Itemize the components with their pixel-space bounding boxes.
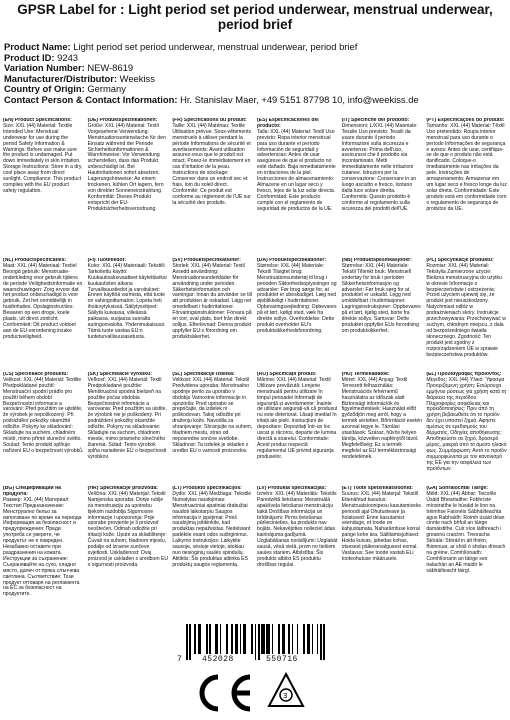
- barcode-left-digits: 452028: [202, 655, 234, 664]
- spec-body: Veľkosť: XXL (44) Materiál: Textil Predpokladané použitie: Menštruačná spodná bielizeň na použitie počas obdobia Bezpečnostné informácie a varovania: Pred použitím sa uistite, že výrobok nie je poškodený. Pri podráždení pokožky okamžite odložte. Pokyny na skladovanie: Skladujte na suchom, chladnom mieste, mimo priameho slnečného žiarenia. Súlad: Tento výrobok spĺňa nariadenie EÚ o bezpečnosti výrobkov.: [87, 376, 167, 460]
- spec-block: [425, 372, 508, 482]
- spec-block: [87, 258, 170, 368]
- spec-block: [87, 118, 170, 254]
- spec-block: [425, 258, 508, 368]
- spec-heading: (FR) Spécifications du produit:: [172, 118, 247, 123]
- spec-body: Storlek: XXL (44) Material: Textil Avsedd användning: Menstruationsunderkläder för användning under perioden Säkerhetsinformation och varningar: Innan du använder se till att produkten är oskadad. Lägg ner omedelbart i hudirritationer. Förvaringsinstruktioner: Förvara på en torr, sval plats, bort från direkt solljus. Efterlevnad: Denna produkt uppfyller EU:s förordning om produktsäkerhet.: [172, 262, 252, 340]
- spec-block: [341, 258, 424, 368]
- spec-block: [256, 258, 339, 368]
- spec-heading: (DE) Produktspezifikationen:: [87, 118, 158, 123]
- spec-block: [2, 258, 85, 368]
- spec-heading: (EL) Προδιαγραφές προϊόντος:: [426, 372, 502, 377]
- spec-body: Dydis: XXL (44) Medžiaga: Tekstilė Numatytas naudojimas: Menstruaciniai apatiniai drabužiai naudoti laikotarpiu Saugos informacija ir įspėjimai: Prieš naudojimą įsitikinkite, kad produktas nepažeistas. Nedelsiant padėkite esant odos sudirginimui. Laikymo instrukcijos: Laikykite sausoje, vėsioje vietoje, atokiau nuo tiesioginių saulės spindulių. Atitiktis: Šis produktas atitinka ES produktų saugos reglamentą.: [172, 490, 252, 568]
- spec-heading: (SV) Produktspecifikationer:: [172, 258, 241, 263]
- field-label: Variation Number:: [4, 63, 85, 74]
- field-product-id: [4, 53, 506, 64]
- spec-block: [256, 118, 339, 254]
- spec-body: Talla: XXL (44) Material: Textil Uso previsto: Ropa interior menstrual para uso durante el período Información de seguridad y advertencias: Antes de usar asegúrese de que el producto no esté dañado. Baja inmediatamente en irritaciones de la piel. Instrucciones de almacenamiento: Almacene en un lugar seco y fresco, lejos de la luz solar directa. Conformidad: Este producto cumple con el reglamento de seguridad de productos de la UE.: [256, 128, 336, 212]
- spec-block: [87, 372, 170, 482]
- barcode-lead-digit: 7: [177, 655, 182, 664]
- svg-text:3: 3: [283, 692, 288, 700]
- spec-block: [2, 486, 85, 612]
- ean-barcode: [177, 624, 326, 664]
- product-header-fields: [4, 42, 506, 106]
- spec-heading: (ET) Toote spetsifikatsioonid:: [341, 486, 413, 491]
- spec-block: [341, 118, 424, 254]
- spec-body: Méret: XXL (44) Anyag: Textil Tervezett felhasználás: Menstruációs fehérnemű használatra az időszak alatt Biztonsági információk és figyelmeztetések: Használat előtt győződjön meg arról, hogy a termék sértetlen. Bőrirritáció esetén azonnal tegye le. Tárolási utasítások: Száraz, hűvös helyen tárolja, közvetlen napfénytől távol. Megfelelőség: Ez a termék megfelel az EU termékbiztonsági rendeletének.: [341, 376, 423, 460]
- spec-heading: (LV) Produkta specifikācijas:: [256, 486, 327, 491]
- spec-block: [171, 118, 254, 254]
- spec-body: Размер: XXL (44) Материал: Текстил Предназначение: Менструално бельо за използване по време на периода Информация за безопасност и предупреждения: Преди употреба се уверете, че продуктът не е повреден. Незабавно оставете при раздразнения на кожата. Инструкции за съхранение: Съхранявайте на сухо, хладно място, далеч от пряка слънчева светлина. Съответствие: Този продукт отговаря на регламента на ЕС за безопасност на продуктите.: [3, 496, 82, 598]
- spec-block: [425, 118, 508, 254]
- field-value: Hr. Stanislav Maer, +49 5151 87798 10, info@weekiss.de: [180, 94, 419, 105]
- spec-body: Dimensioni: L/XXL (44) Materiale: Tessile Uso previsto: Tessili da usare durante il periodo Informazioni sulla sicurezza e avvertenze: Prima dell'uso, assicurarsi che il prodotto sia incontaminato. Metti immediatamente nelle irritazioni cutanee. Istruzioni per la conservazione: Conservare in un luogo asciutto e fresco, lontano dalla luce solare diretta. Conformità: Questo prodotto è conforme al regolamento sulla sicurezza dei prodotti dell'UE.: [341, 122, 418, 212]
- spec-heading: (LT) Produkto specifikacijos:: [172, 486, 242, 491]
- spec-body: Koko: XXL (44) Materiaali: Tekstiili Tarkoitettu käyttö: Kuukautisalusvaatteet käytettäviksi kuukautisten aikana Turvallisuustiedot ja varoitukset: Ennen käyttöä varmista, että tuote on vahingoittumaton. Lopeta heti ihoärsytyksissä. Säilytysohjeet: Säilytä kuivassa, viileässä paikassa, suojassa suoralta auringonvalolta. Yhdenmukaisuus: Tämä tuote vastaa EU:n tuoteturvallisuusasetusta.: [87, 262, 167, 340]
- compliance-marks: [190, 670, 306, 716]
- field-value: 9243: [57, 52, 78, 63]
- spec-body: Μέγεθος: XXL (44) Υλικό: Ύφασμα Προοριζόμενη χρήση: Εσώρουχα εμμήνου ρύσεως για χρήση κατά τη διάρκεια της περιόδου Πληροφορίες ασφάλειας και προειδοποιήσεις: Πριν από τη χρήση βεβαιωθείτε ότι το προϊόν δεν έχει υποστεί ζημιά. Αφήστε αμέσως σε ερεθισμούς του δέρματος. Οδηγίες αποθήκευσης: Αποθηκεύστε σε ξηρό, δροσερό μέρος, μακριά από το άμεσο ηλιακό φως. Συμμόρφωση: Αυτό το προϊόν συμμορφώνεται με τον κανονισμό της ΕΕ για την ασφάλεια των προϊόντων.: [426, 376, 507, 472]
- spec-heading: (EN) Product Specifications:: [3, 118, 72, 123]
- spec-block: [87, 486, 170, 612]
- spec-body: Izmērs: XXL (44) Materiāls: Tekstils Paredzētā lietošana: Menstruālā apakšveļa lietošanai menstruāciju laikā Drošības informācija un brīdinājumi: Pirms lietošanas pārliecinieties, ka produkts nav bojāts. Nekavējoties nolieciet ādas kairinājuma gadījumā. Uzglabāšanas norādījumi: Uzglabāt sausā, vēsā vietā, prom no tiešiem saules stariem. Atbilstība: Šis produkts atbilst ES produktu drošības regulai.: [256, 490, 338, 568]
- specification-grid: [2, 118, 508, 612]
- spec-body: Taille: XXL (44) Matériau: Textile Utilisation prévue: Sous-vêtements menstruels à utiliser pendant la période Informations de sécurité et avertissements: Avant utilisation assurez-vous que le produit est intact. Posez-le immédiatement en cas d'irritation de la peau. Instructions de stockage: Conserver dans un endroit sec et frais, loin du soleil direct. Conformité: Ce produit est conforme au règlement de l'UE sur la sécurité des produits.: [172, 122, 252, 206]
- field-contact: [4, 95, 506, 106]
- spec-heading: (FI) Tuotetiedot:: [87, 258, 127, 263]
- barcode-digits: [177, 655, 326, 665]
- spec-body: Tamanho: XXL (44) Material: Têxtil Uso pretendido: Roupa interior menstrual para uso durante o período Informações de segurança e avisos: Antes de usar, certifique-se de que o produto não está danificado. Coloque-o imediatamente nas irritações da pele. Instruções de armazenamento: Armazenar em um lugar seco e fresco longe da luz solar direta. Conformidade: Este produto está em conformidade com o regulamento de segurança de produtos da UE.: [426, 122, 507, 212]
- spec-block: [171, 486, 254, 612]
- field-product-name: [4, 42, 506, 53]
- label-title: GPSR Label for : Light period set period underwear, menstrual underwear, period brief: [17, 2, 493, 32]
- spec-heading: (PL) Specyfikacje produktu:: [426, 258, 494, 263]
- spec-heading: (GA) Sonraíochtaí Táirge:: [426, 486, 489, 491]
- spec-heading: (IT) Specifiche del prodotto:: [341, 118, 410, 123]
- spec-heading: (ES) Especificaciones del producto:: [256, 118, 319, 129]
- spec-block: [256, 486, 339, 612]
- spec-block: [341, 372, 424, 482]
- recycling-triangle-icon: [266, 670, 306, 716]
- spec-body: Veličina: XXL (44) Materijal: Tekstil Namjenska uporaba: Donje rublje za menstruaciju za upotrebu tijekom razdoblja Sigurnosne informacije i upozorenja: Prije uporabe provjerite je li proizvod neoštećen. Odmah odložite pri iritaciji kože. Upute za skladištenje: Čuvati na suhom, hladnom mjestu, podalje od izravne sunčeve svjetlosti. Usklađenost: Ovaj proizvod je usklađen s uredbom EU o sigurnosti proizvoda.: [87, 490, 169, 568]
- field-value: Light period set period underwear, menstrual underwear, period brief: [73, 42, 358, 52]
- spec-body: Suurus: XXL (44) Materjal: Tekstiil Ettenähtud kasutus: Menstruatsioonipesu kasutamiseks perioodi ajal Ohutusteave ja hoiatused: Enne kasutamist veenduge, et toode on kahjustamata. Naharärrituse korral pange kohe ära. Säilitamisjuhised: Hoida kuivas, jahedas kohas, otsesest päikesevalgusest eemal. Vastavus: See toode vastab ELi tooteohutuse määrusele.: [341, 490, 421, 562]
- spec-heading: (RO) Specificații produs:: [256, 372, 317, 377]
- label-footer: [0, 620, 510, 720]
- spec-heading: (DA) Produktspecifikationer:: [256, 258, 327, 263]
- spec-body: Größe: XXL (44) Material: Textil Vorgesehene Verwendung: Menstruationsunterwäsche für den Einsatz während der Periode Sicherheitsinformationen & Warnhinweise: Vor Verwendung sicherstellen, dass das Produkt unbeschädigt ist. Bei Hautirritationen sofort absetzen. Lagerungshinweise: An einem trockenen, kühlen Ort lagern, fern von direkter Sonneneinstrahlung. Konformität: Dieses Produkt entspricht der EU-Produktsicherheitsverordnung.: [87, 122, 166, 212]
- spec-block: [2, 118, 85, 254]
- spec-body: Velikost: XXL (44) Material: Tekstil Predvidena uporaba: Menstrualno spodnje perilo za uporabo v obdobju Varnostne informacije in opozorila: Pred uporabo se prepričajte, da izdelek ni poškodovan. Takoj odložite pri draženju kože. Navodila za shranjevanje: Shranjujte na suhem, hladnem mestu, stran od neposredne sončne svetlobe. Skladnost: Ta izdelek je skladen z uredbo EU o varnosti proizvodov.: [172, 376, 253, 454]
- spec-heading: (NB) Produktspesifikasjoner:: [341, 258, 412, 263]
- spec-heading: (BG) Спецификации на продукта:: [3, 486, 61, 497]
- spec-body: Size: XXL (44) Material: Textile Intended Use: Menstrual underwear for use during the period Safety Information & Warnings: Before use make sure the product is undamaged. Put down immediately in skin irritation. Storage Instructions: Store in a dry, cool place away from direct sunlight. Compliance: This product complies with the EU product safety regulation.: [3, 122, 83, 194]
- spec-block: [2, 372, 85, 482]
- field-label: Manufacturer/Distributor:: [4, 73, 118, 84]
- spec-heading: (NL) Productspecificaties:: [3, 258, 67, 263]
- spec-body: Størrelse: XXL (44) Materiale: Tekstil Tilsigtet brug: Menstruationsundertøj til brug i perioden Sikkerhedsoplysninger og advarsler: Før brug sørge for, at produktet er ubeskadiget. Læg ned øjeblikkeligt i hudirritationer. Opbevaringsvejledning: Opbevares på et tørt, køligt sted, væk fra direkte sollys. Overholdelse: Dette produkt overholder EU's produktsikkerhedsforordning.: [256, 262, 337, 334]
- spec-heading: (SK) Špecifikácie výrobku:: [87, 372, 152, 377]
- field-country-of-origin: [4, 84, 506, 95]
- spec-body: Mărime: XXL (44) Material: Textil Utilizare prevăzută: Lenjerie menstruală pentru utilizare în timpul perioadei Informații de siguranță și avertismente: Înainte de utilizare asigurați-vă că produsul nu este deteriorat. Lăsați imediat în iritații ale pielii. Instrucțiuni de depozitare: Depozitați într-un loc uscat și răcoros, departe de lumina directă a soarelui. Conformitate: Acest produs respectă regulamentul UE privind siguranța produselor.: [256, 376, 338, 460]
- ce-mark-icon: [190, 671, 256, 715]
- spec-body: Maat: XXL (44) Materiaal: Textiel Beoogd gebruik: Menstruatie-onderkleding voor gebruik tijdens de periode Veiligheidsinformatie en waarschuwingen: Zorg ervoor dat het product onbeschadigd is voor gebruik. Zet het onmiddellijk in huidirritaties. Opslaginstructies: Bewaren op een droge, koele plaats, uit direct zonlicht. Conformiteit: Dit product voldoet aan de EU-verordening inzake productveiligheid.: [3, 262, 83, 340]
- spec-block: [256, 372, 339, 482]
- field-variation-number: [4, 63, 506, 74]
- spec-block: [425, 486, 508, 612]
- field-label: Contact Person & Contact Information:: [4, 94, 178, 105]
- spec-block: [171, 372, 254, 482]
- spec-block: [171, 258, 254, 368]
- spec-body: Velikost: XXL (44) Materiál: Textilie Předpokládané použití: Menstruační spodní prádlo pro použití během období Bezpečnostní informace a varování: Před použitím se ujistěte, že výrobek je nepoškozený. Při podráždění pokožky okamžitě odložte. Pokyny ke skladování: Skladujte na suchém, chladném místě, mimo přímé sluneční světlo. Soulad: Tento produkt splňuje nařízení EU o bezpečnosti výrobků.: [3, 376, 84, 454]
- spec-body: Rozmiar: XXL (44) Materiał: Tekstylia Zamierzone użycie: Bielizna menstruacyjna do użytku w okresie Informacje o bezpieczeństwie i ostrzeżenia: Przed użyciem upewnij się, że produkt jest nieuszkodzony. Natychmiast odłóż w podrażnieniach skóry. Instrukcje przechowywania: Przechowywać w suchym, chłodnym miejscu, z dala od bezpośredniego światła słonecznego. Zgodność: Ten produkt jest zgodny z rozporządzeniem UE w sprawie bezpieczeństwa produktów.: [426, 262, 506, 358]
- barcode-bars: [186, 624, 326, 654]
- field-value: Weekiss: [119, 73, 155, 84]
- spec-heading: (PT) Especificações do produto:: [426, 118, 505, 123]
- spec-body: Størrelse: XXL (44) Materiale: Tekstil Tiltenkt bruk: Menstruell undertøy for bruk i perioden Sikkerhetsinformasjon og advarsler: Før bruk sørg for at produktet er uskadd. Legg ned umiddelbart i hudirritasjoner. Lagringsinstruksjoner: Oppbevares på et tørt, kjølig sted, borte fra direkte sollys. Samsvar: Dette produktet oppfyller EUs forordning om produktsikkerhet.: [341, 262, 421, 334]
- spec-block: [341, 486, 424, 612]
- spec-heading: (SL) Specifikacije izdelka:: [172, 372, 235, 377]
- spec-body: Méid: XXL (44) Ábhar: Teicstíle Úsáid Bheartaithe: Fobhríste míostraithe le húsáid le linn na tréimhse Faisnéis Sábháilteachta agus Rabhaidh: Roimh úsáid déan cinnte nach bhfuil an táirge damáistithe. Cuir síos láithreach i greannú craicinn. Treoracha Stórála: Stóráil in áit thirim, fhionnuar, ar shiúl ó sholas díreach na gréine. Comhlíonadh: Comhlíonann an táirge seo rialachán an AE maidir le sábháilteacht táirgí.: [426, 490, 506, 574]
- field-label: Country of Origin:: [4, 84, 85, 95]
- barcode-right-digits: 550716: [266, 655, 298, 664]
- field-label: Product ID:: [4, 52, 55, 63]
- spec-heading: (HR) Specifikacije proizvoda:: [87, 486, 158, 491]
- field-manufacturer: [4, 74, 506, 85]
- field-value: Germany: [87, 84, 126, 95]
- spec-heading: (HU) Termékadatok:: [341, 372, 390, 377]
- field-label: Product Name:: [4, 42, 71, 52]
- spec-heading: (CS) Specifikace produktu:: [3, 372, 69, 377]
- field-value: NEW-8619: [87, 63, 134, 74]
